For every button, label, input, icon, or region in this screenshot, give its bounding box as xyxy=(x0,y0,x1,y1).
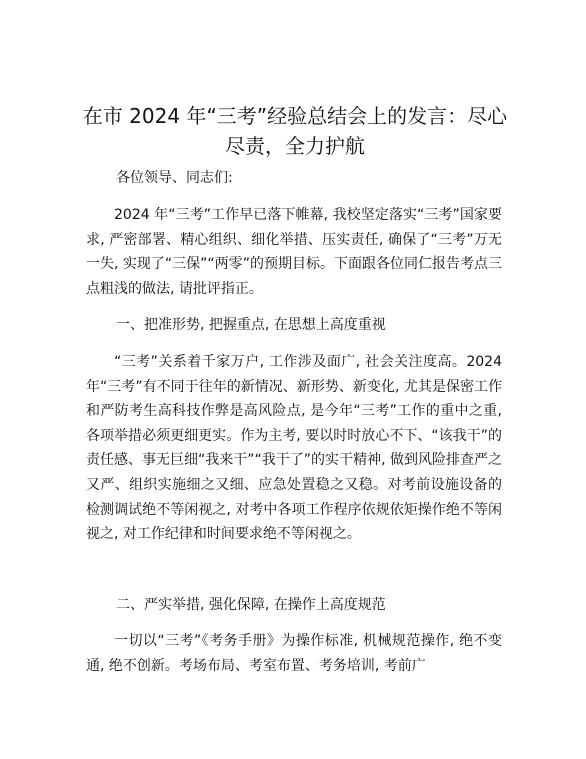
document-title: 在市 2024 年“三考”经验总结会上的发言：尽心尽责，全力护航 xyxy=(82,104,508,158)
section-heading-1: 一、把准形势, 把握重点, 在思想上高度重视 xyxy=(116,317,386,333)
section-heading-2: 二、严实举措, 强化保障, 在操作上高度规范 xyxy=(116,597,386,613)
intro-paragraph: 2024 年“三考”工作早已落下帷幕, 我校坚定落实“三考”国家要求, 严密部署、精心组织、细化举措、压实责任, 确保了“三考”万无一失, 实现了“三保”“两零”的预期目标。下面跟各位同仁报告考点三点粗浅的做法, 请批评指正。 xyxy=(86,207,502,297)
section-2-paragraph: 一切以“三考”《考务手册》为操作标准, 机械规范操作, 绝不变通, 绝不创新。考场布局、考室布置、考务培训, 考前广 xyxy=(86,633,502,674)
greeting-line: 各位领导、同志们: xyxy=(116,170,233,186)
section-1-paragraph: “三考”关系着千家万户, 工作涉及面广, 社会关注度高。2024 年“三考”有不同于往年的新情况、新形势、新变化, 尤其是保密工作和严防考生高科技作弊是高风险点, 是今年“三考”工作的重中之重, 各项举措必须更细更实。作为主考, 要以时时放心不下、“该我干”的责任感、事无巨细“我来干”“我干了”的实干精神, 做到风险排查严之又严、组织实施细之又细、应急处置稳之又稳。对考前设施设备的检测调试绝不等闲视之, 对考中各项工作程序依规依矩操作绝不等闲视之, 对工作纪律和时间要求绝不等闲视之。 xyxy=(86,354,502,543)
